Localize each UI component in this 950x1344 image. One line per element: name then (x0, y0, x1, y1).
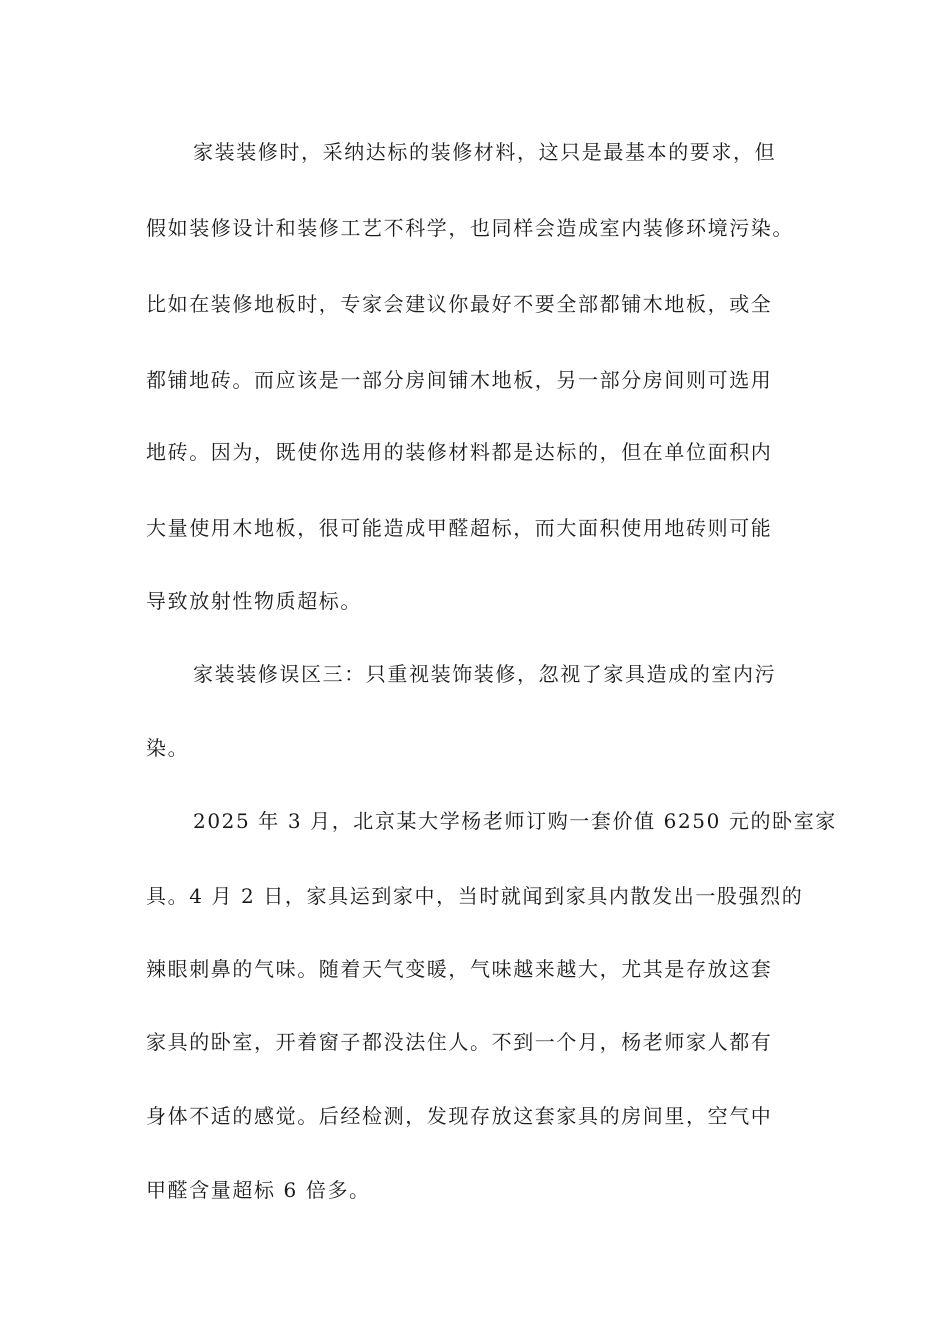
paragraph-1-line-6: 大量使用木地板，很可能造成甲醛超标，而大面积使用地砖则可能 (146, 516, 773, 540)
paragraph-3-line-5: 身体不适的感觉。后经检测，发现存放这套家具的房间里，空气中 (146, 1104, 773, 1128)
paragraph-3-line-2: 具。4 月 2 日，家具运到家中，当时就闻到家具内散发出一股强烈的 (146, 884, 804, 908)
paragraph-3-line-6: 甲醛含量超标 6 倍多。 (146, 1178, 371, 1202)
paragraph-2-line-1: 家装装修误区三：只重视装饰装修，忽视了家具造成的室内污 (193, 662, 777, 686)
paragraph-3-line-3: 辣眼刺鼻的气味。随着天气变暖，气味越来越大，尤其是存放这套 (146, 957, 773, 981)
paragraph-2-line-2: 染。 (146, 736, 190, 760)
paragraph-1-line-1: 家装装修时，采纳达标的装修材料，这只是最基本的要求，但 (193, 140, 777, 164)
paragraph-1-line-3: 比如在装修地板时，专家会建议你最好不要全部都铺木地板，或全 (146, 292, 773, 316)
paragraph-1-line-4: 都铺地砖。而应该是一部分房间铺木地板，另一部分房间则可选用 (146, 368, 773, 392)
paragraph-1-line-2: 假如装修设计和装修工艺不科学，也同样会造成室内装修环境污染。 (146, 216, 794, 240)
paragraph-1-line-5: 地砖。因为，既使你选用的装修材料都是达标的，但在单位面积内 (146, 440, 773, 464)
paragraph-3-line-4: 家具的卧室，开着窗子都没法住人。不到一个月，杨老师家人都有 (146, 1030, 773, 1054)
paragraph-3-line-1: 2025 年 3 月，北京某大学杨老师订购一套价值 6250 元的卧室家 (193, 809, 837, 833)
paragraph-1-line-7: 导致放射性物质超标。 (146, 589, 362, 613)
